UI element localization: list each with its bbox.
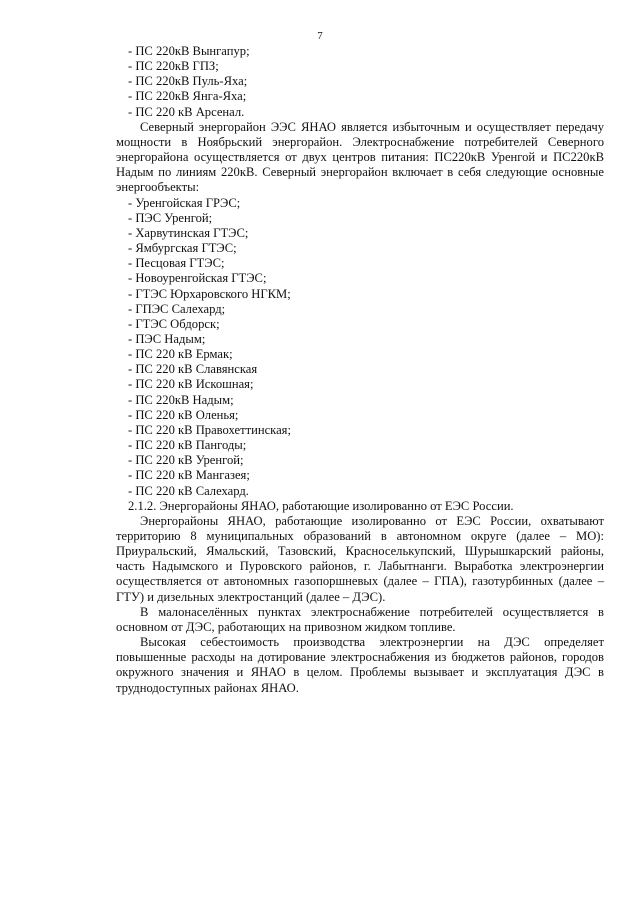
list-item: - ПС 220 кВ Салехард.	[128, 483, 249, 498]
list-item: - ПС 220 кВ Славянская	[128, 362, 258, 377]
substation-list-top	[116, 44, 604, 120]
document-body	[116, 44, 604, 696]
paragraph-high-cost: Высокая себестоимость производства электроэнергии на ДЭС определяет повышенные расходы на дотирование электроснабжения из бюджетов районов, городов окружного значения и ЯНАО в целом. Проблемы вызывает и эксплуатация ДЭС в труднодоступных районах ЯНАО.	[116, 635, 604, 695]
list-item: - Харвутинская ГТЭС;	[128, 225, 249, 240]
list-item: - ПС 220 кВ Правохеттинская;	[128, 422, 291, 437]
list-item: - ПС 220кВ ГПЗ;	[128, 59, 219, 74]
list-item: - ПС 220 кВ Уренгой;	[128, 453, 244, 468]
list-item: - ПС 220 кВ Оленья;	[128, 407, 239, 422]
list-item: - ГТЭС Обдорск;	[128, 316, 220, 331]
list-item: - ПЭС Надым;	[128, 331, 206, 346]
list-item: - ПС 220кВ Пуль-Яха;	[128, 74, 248, 89]
list-item: - ПС 220 кВ Ермак;	[128, 347, 233, 362]
list-item: - ПС 220кВ Надым;	[128, 392, 234, 407]
list-item: - ГТЭС Юрхаровского НГКМ;	[128, 286, 291, 301]
list-item: - ПС 220кВ Янга-Яха;	[128, 89, 247, 104]
north-region-objects-list	[116, 196, 604, 499]
list-item: - Песцовая ГТЭС;	[128, 256, 225, 271]
list-item: - ПС 220кВ Вынгапур;	[128, 44, 250, 58]
page-number: 7	[317, 30, 323, 42]
paragraph-isolated-regions: Энергорайоны ЯНАО, работающие изолированно от ЕЭС России, охватывают территорию 8 муниципальных образований в автономном округе (далее – МО): Приуральский, Ямальский, Тазовский, Красноселькупский, Шурышкарский районы, часть Надымского и Пуровского районов, г. Лабытнанги. Выработка электроэнергии осуществляется от автономных газопоршневых (далее – ГПА), газотурбинных (далее – ГТУ) и дизельных электростанций (далее – ДЭС).	[116, 513, 604, 604]
section-subheading: 2.1.2. Энергорайоны ЯНАО, работающие изолированно от ЕЭС России.	[128, 498, 514, 513]
list-item: - ПЭС Уренгой;	[128, 210, 213, 225]
list-item: - ПС 220 кВ Арсенал.	[128, 104, 245, 119]
list-item: - ПС 220 кВ Пангоды;	[128, 438, 247, 453]
list-item: - ГПЭС Салехард;	[128, 301, 226, 316]
list-item: - Ямбургская ГТЭС;	[128, 241, 237, 256]
list-item: - ПС 220 кВ Искошная;	[128, 377, 254, 392]
paragraph-north-region: Северный энергорайон ЭЭС ЯНАО является избыточным и осуществляет передачу мощности в Ноябрьский энергорайон. Электроснабжение потребителей Северного энергорайона осуществляется от двух центров питания: ПС220кВ Уренгой и ПС220кВ Надым по линиям 220кВ. Северный энергорайон включает в себя следующие основные энергообъекты:	[116, 119, 604, 195]
list-item: - Уренгойская ГРЭС;	[128, 195, 241, 210]
list-item: - Новоуренгойская ГТЭС;	[128, 271, 267, 286]
paragraph-small-settlements: В малонаселённых пунктах электроснабжение потребителей осуществляется в основном от ДЭС, работающих на привозном жидком топливе.	[116, 604, 604, 634]
list-item: - ПС 220 кВ Мангазея;	[128, 468, 250, 483]
